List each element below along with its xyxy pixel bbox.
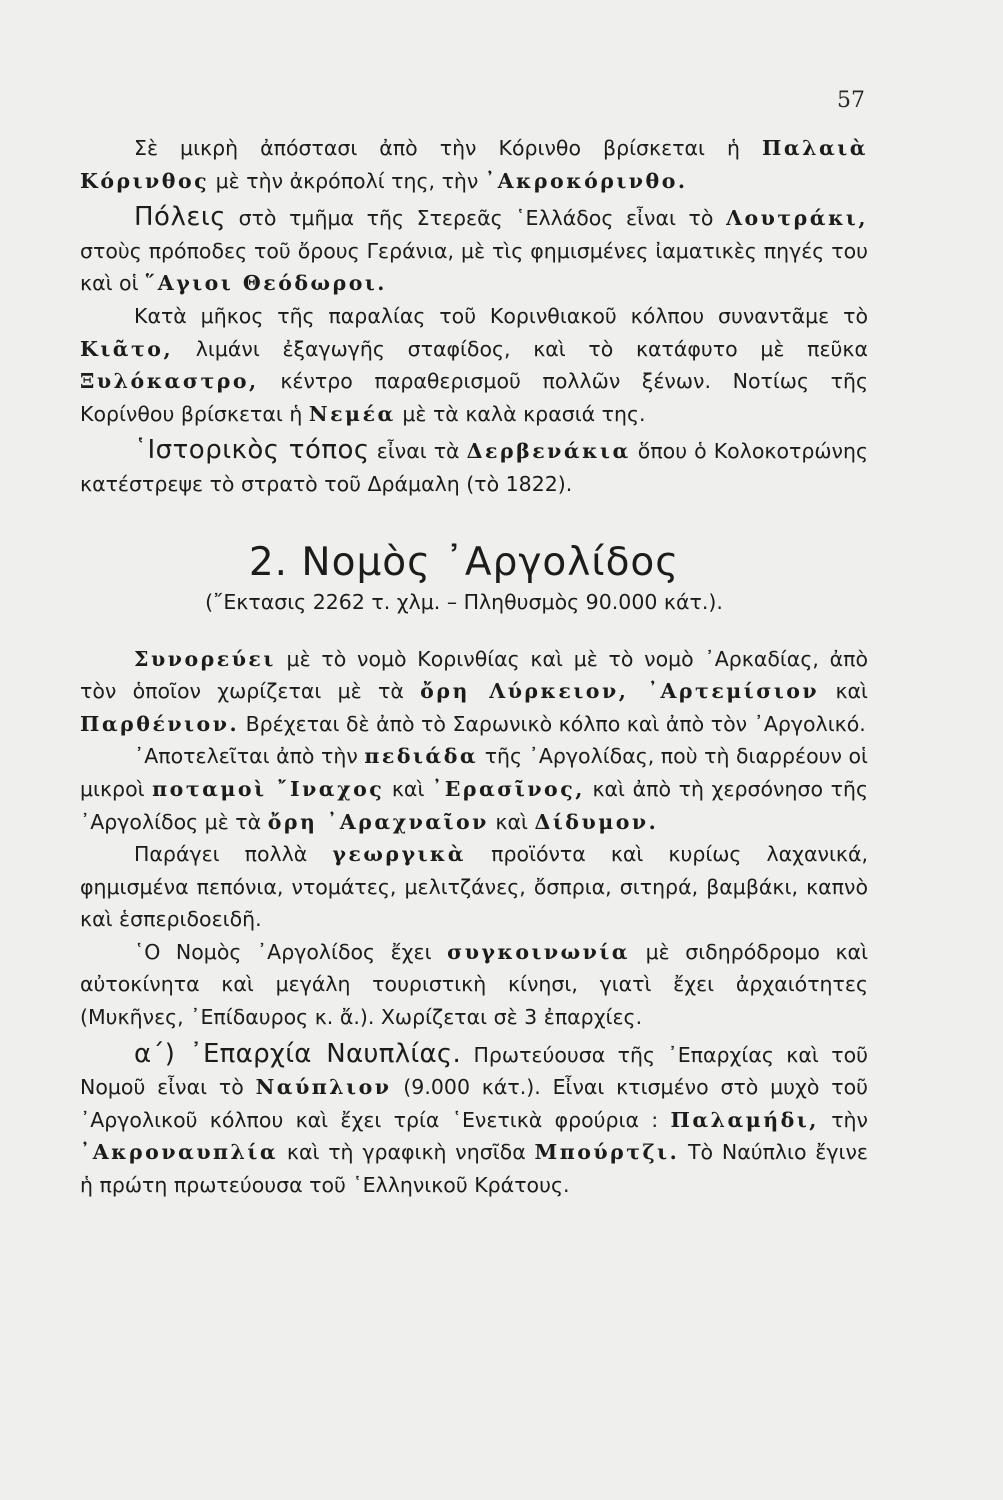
bold-term: Ναύπλιον <box>255 1075 392 1100</box>
bold-term: ᾿Ακροκόρινθο. <box>484 168 688 193</box>
text-run: Πρωτεύουσα τῆς ᾿Επαρχίας καὶ τοῦ Νομοῦ εἶναι τὸ <box>80 1042 868 1100</box>
bold-term: συγκοινωνία <box>447 939 631 964</box>
bold-term: ᾿Ερασῖνος, <box>432 776 585 801</box>
text-run: Σὲ μικρὴ ἀπόστασι ἀπὸ τὴν Κόρινθο βρίσκεται ἡ <box>134 136 763 160</box>
text-run: (9.000 κάτ.). Εἶναι κτισμένο στὸ μυχὸ τοῦ ᾿Αργολικοῦ κόλπου καὶ ἔχει τρία ῾Ενετικὰ φρούρια : <box>80 1075 868 1132</box>
subsection-title: α΄) ᾿Επαρχία Ναυπλίας. <box>134 1038 462 1069</box>
text-run: καὶ τὴ γραφικὴ νησῖδα <box>278 1140 535 1165</box>
text-run: μὲ σιδηρόδρομο καὶ αὐτοκίνητα καὶ μεγάλη τουριστικὴ κίνησι, γιατὶ ἔχει ἀρχαιότητες (Μυκῆνες, ᾿Επίδαυρος κ. ἄ.). Χωρίζεται σὲ 3 ἐπαρχίες. <box>80 939 869 1030</box>
page-text <box>80 132 868 1202</box>
text-run: ᾿Αποτελεῖται ἀπὸ τὴν <box>134 744 365 769</box>
bold-term: Ξυλόκαστρο, <box>80 369 259 394</box>
bold-term: Δερβενάκια <box>466 439 631 464</box>
text-run: μὲ τὰ καλὰ κρασιά της. <box>395 401 646 426</box>
text-run: Βρέχεται δὲ ἀπὸ τὸ Σαρωνικὸ κόλπο καὶ ἀπὸ τὸν ᾿Αργολικό. <box>239 711 866 736</box>
paragraph-istorikos-topos <box>80 434 868 500</box>
paragraph-paragei <box>80 838 868 936</box>
text-run: μὲ τὴν ἀκρόπολί της, τὴν <box>209 168 485 193</box>
bold-term: Παρθένιον. <box>80 711 240 736</box>
bold-term: Μπούρτζι. <box>534 1140 680 1165</box>
text-run: καὶ ἀπὸ τὴ χερσόνησο τῆς ᾿Αργολίδος μὲ τὰ <box>80 776 868 834</box>
bold-term: Παλαμήδι, <box>670 1107 819 1132</box>
bold-term: Νεμέα <box>308 401 396 426</box>
text-run: λιμάνι ἐξαγωγῆς σταφίδος, καὶ τὸ κατάφυτο μὲ πεῦκα <box>173 336 868 361</box>
text-run: καὶ <box>819 679 868 704</box>
section-heading: 2. Νομὸς ᾿Αργολίδος <box>248 539 680 585</box>
paragraph-paralia <box>80 300 868 430</box>
paragraph-poleis <box>80 201 868 300</box>
bold-term: Δίδυμον. <box>534 809 659 834</box>
paragraph-synkoinonia <box>80 936 868 1034</box>
text-run: Παράγει πολλὰ <box>134 842 333 867</box>
lead-word: Πόλεις <box>134 202 226 233</box>
bold-term: Λουτράκι, <box>726 206 868 231</box>
text-run: Κατὰ μῆκος τῆς παραλίας τοῦ Κορινθιακοῦ κόλπου συναντᾶμε τὸ <box>134 303 868 328</box>
bold-term: Παλαιὰ Κόρινθος <box>80 136 868 193</box>
bold-term: γεωργικὰ <box>332 842 467 867</box>
bold-term: Κιᾶτο, <box>80 336 174 361</box>
section-subheading: (῎Εκτασις 2262 τ. χλμ. – Πληθυσμὸς 90.000 κάτ.). <box>205 589 723 614</box>
bold-term: ποταμοὶ ῎Ιναχος <box>152 776 385 801</box>
bold-term: ᾿Ακροναυπλία <box>80 1140 279 1165</box>
bold-term: ὄρη Λύρκειον, ᾿Αρτεμίσιον <box>420 679 820 704</box>
paragraph-synoreuei <box>80 643 868 741</box>
page-number: 57 <box>837 88 865 113</box>
text-run: στοὺς πρόποδες τοῦ ὄρους Γεράνια, μὲ τὶς φημισμένες ἰαματικὲς πηγές του καὶ οἱ <box>80 238 868 296</box>
bold-term: ῞Αγιοι Θεόδωροι. <box>145 271 387 296</box>
text-run: τῆς ᾿Αργολίδας, ποὺ τὴ διαρρέουν οἱ μικροὶ <box>80 744 868 801</box>
bold-term: πεδιάδα <box>364 744 479 769</box>
text-run: καὶ <box>384 776 432 801</box>
text-run: ὅπου ὁ Κολοκοτρώνης κατέστρεψε τὸ στρατὸ τοῦ Δράμαλη (τὸ 1822). <box>80 439 868 496</box>
text-run: Τὸ Ναύπλιο ἔγινε ἡ πρώτη πρωτεύουσα τοῦ ῾Ελληνικοῦ Κράτους. <box>80 1140 868 1198</box>
text-run: εἶναι τὰ <box>369 439 467 464</box>
text-run: προϊόντα καὶ κυρίως λαχανικά, φημισμένα πεπόνια, ντομάτες, μελιτζάνες, ὄσπρια, σιτηρά, βαμβάκι, καπνὸ καὶ ἑσπεριδοειδῆ. <box>80 842 868 932</box>
text-run: μὲ τὸ νομὸ Κορινθίας καὶ μὲ τὸ νομὸ ᾿Αρκαδίας, ἀπὸ τὸν ὁποῖον χωρίζεται μὲ τὰ <box>80 646 868 704</box>
text-run: ῾Ο Νομὸς ᾿Αργολίδος ἔχει <box>134 939 448 964</box>
text-run: κέντρο παραθερισμοῦ πολλῶν ξένων. Νοτίως τῆς Κορίνθου βρίσκεται ἡ <box>80 369 868 426</box>
paragraph-palaia-korinthos <box>80 132 868 197</box>
bold-term: ὄρη ᾿Αραχναῖον <box>267 809 489 834</box>
text-run: στὸ τμῆμα τῆς Στερεᾶς ῾Ελλάδος εἶναι τὸ <box>225 206 727 231</box>
paragraph-apoteleitai <box>80 740 868 838</box>
bold-term: Συνορεύει <box>134 646 276 671</box>
text-run: τὴν <box>818 1107 868 1132</box>
paragraph-eparchia-nafplias <box>80 1038 868 1202</box>
lead-word: ῾Ιστορικὸς τόπος <box>134 435 370 466</box>
text-run: καὶ <box>488 809 535 834</box>
